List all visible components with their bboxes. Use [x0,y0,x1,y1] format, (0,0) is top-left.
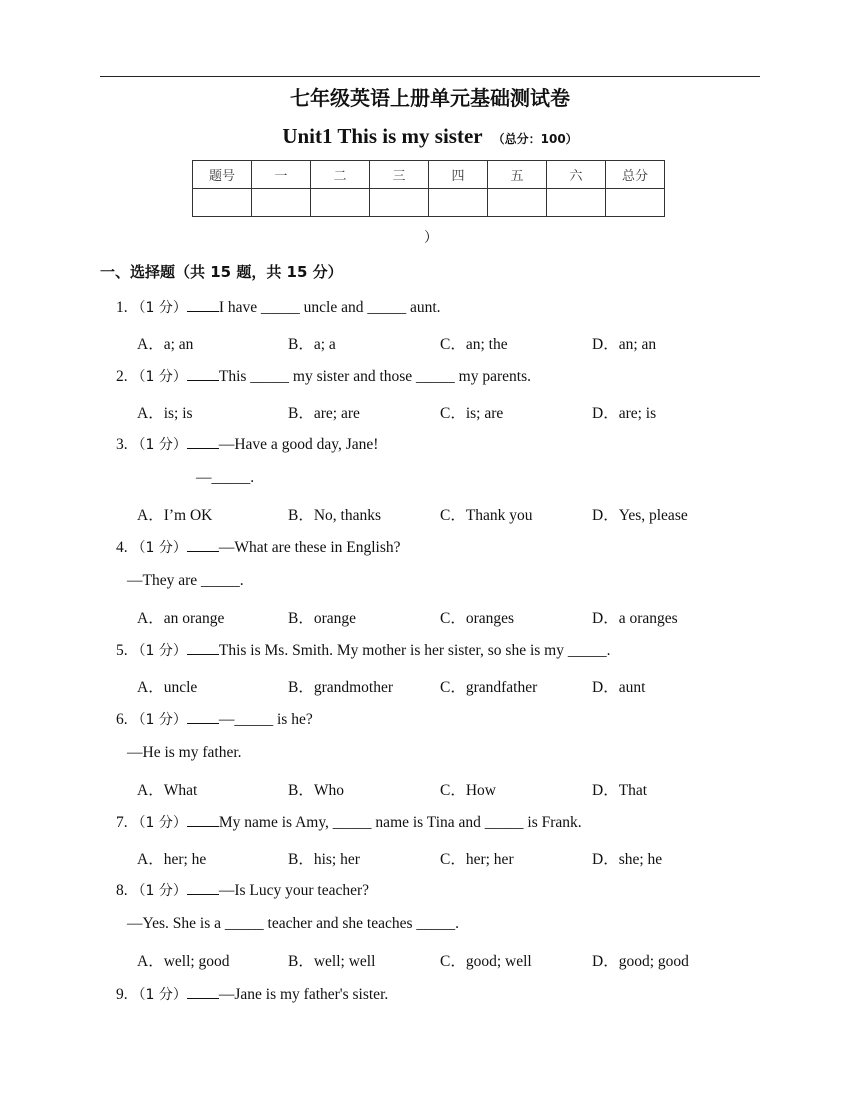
answer-blank[interactable] [187,434,219,449]
score-value-cell [488,189,547,217]
question-number: 7. [116,814,132,831]
answer-option-d[interactable]: D．a oranges [592,610,678,627]
question-points: （1 分） [131,369,187,385]
score-value-cell [606,189,665,217]
question-text: —_____ is he? [218,711,313,728]
answer-blank[interactable] [187,709,219,724]
answer-option-a[interactable]: A．her; he [137,850,207,868]
score-value-cell [370,189,429,217]
answer-option-b[interactable]: B．No, thanks [288,507,382,524]
answer-option-c[interactable]: C．an; the [440,335,508,353]
answer-blank[interactable] [187,880,219,895]
answer-option-d[interactable]: D．are; is [592,404,657,422]
question-points: （1 分） [131,987,187,1003]
score-value-cell [193,189,252,217]
score-table-value-row [193,189,665,217]
answer-option-b[interactable]: B．are; are [288,404,360,422]
question-number: 1. [116,299,132,316]
answer-option-a[interactable]: A．well; good [137,953,230,970]
score-header-cell: 五 [488,161,547,189]
stray-paren: ） [424,231,438,246]
answer-option-c[interactable]: C．her; her [440,850,514,868]
top-rule [100,76,760,77]
unit-title: Unit1 This is my sister [282,124,483,148]
total-score: （总分：100） [492,132,578,146]
question-points: （1 分） [131,883,187,899]
question-number: 8. [116,882,132,899]
question-text: —Is Lucy your teacher? [218,882,370,899]
question-stem [116,640,610,660]
answer-option-b[interactable]: B．orange [288,610,357,627]
question-number: 5. [116,642,132,659]
question-number: 4. [116,539,132,556]
question-number: 3. [116,436,132,453]
question-extra-line: —_____. [196,468,255,486]
answer-option-a[interactable]: A．an orange [137,610,225,627]
answer-option-d[interactable]: D．That [592,782,648,799]
answer-blank[interactable] [187,812,219,827]
question-text: This is Ms. Smith. My mother is her sister, so she is my _____. [218,642,611,659]
question-text: This _____ my sister and those _____ my parents. [218,368,531,385]
answer-blank[interactable] [187,984,219,999]
answer-option-d[interactable]: D．she; he [592,850,663,868]
score-header-cell: 四 [429,161,488,189]
question-points: （1 分） [131,437,187,453]
score-value-cell [429,189,488,217]
answer-option-b[interactable]: B．a; a [288,335,336,353]
question-number: 6. [116,711,132,728]
question-text: —What are these in English? [218,539,401,556]
answer-option-c[interactable]: C．is; are [440,404,504,422]
answer-option-a[interactable]: A．uncle [137,678,198,696]
score-header-cell: 一 [252,161,311,189]
answer-option-d[interactable]: D．good; good [592,953,689,970]
answer-option-c[interactable]: C．good; well [440,953,532,970]
question-number: 2. [116,368,132,385]
question-points: （1 分） [131,712,187,728]
question-text: —Jane is my father's sister. [218,986,389,1003]
question-extra-line: —Yes. She is a _____ teacher and she teaches _____. [127,914,460,932]
score-header-cell: 三 [370,161,429,189]
answer-option-a[interactable]: A．I’m OK [137,507,213,524]
score-header-cell: 题号 [193,161,252,189]
answer-blank[interactable] [187,297,219,312]
score-value-cell [547,189,606,217]
question-stem [116,366,531,386]
question-number: 9. [116,986,132,1003]
score-value-cell [311,189,370,217]
answer-option-c[interactable]: C．How [440,782,496,799]
answer-option-c[interactable]: C．oranges [440,610,515,627]
answer-option-d[interactable]: D．an; an [592,335,657,353]
page-subtitle [0,124,860,149]
question-stem [116,984,388,1004]
answer-option-d[interactable]: D．aunt [592,678,646,696]
question-text: —Have a good day, Jane! [218,436,379,453]
question-points: （1 分） [131,540,187,556]
answer-option-b[interactable]: B．grandmother [288,678,394,696]
page-title: 七年级英语上册单元基础测试卷 [290,86,570,110]
answer-option-d[interactable]: D．Yes, please [592,507,688,524]
score-header-cell: 总分 [606,161,665,189]
question-stem [116,297,441,317]
score-table [192,160,665,217]
score-value-cell [252,189,311,217]
question-stem [116,709,313,729]
answer-blank[interactable] [187,640,219,655]
answer-blank[interactable] [187,366,219,381]
score-header-cell: 二 [311,161,370,189]
score-table-header-row [193,161,665,189]
answer-option-a[interactable]: A．What [137,782,198,799]
question-extra-line: —They are _____. [127,571,244,589]
question-stem [116,812,582,832]
answer-option-b[interactable]: B．his; her [288,850,360,868]
question-points: （1 分） [131,300,187,316]
question-stem [116,434,378,454]
question-points: （1 分） [131,815,187,831]
answer-option-a[interactable]: A．a; an [137,335,194,353]
answer-option-c[interactable]: C．grandfather [440,678,538,696]
score-header-cell: 六 [547,161,606,189]
answer-option-c[interactable]: C．Thank you [440,507,533,524]
answer-option-a[interactable]: A．is; is [137,404,193,422]
question-stem [116,537,401,557]
question-text: My name is Amy, _____ name is Tina and _____ is Frank. [218,814,582,831]
question-extra-line: —He is my father. [127,743,242,761]
answer-option-b[interactable]: B．well; well [288,953,376,970]
answer-option-b[interactable]: B．Who [288,782,344,799]
answer-blank[interactable] [187,537,219,552]
section-title: 一、选择题（共 15 题，共 15 分） [100,263,343,281]
question-points: （1 分） [131,643,187,659]
question-text: I have _____ uncle and _____ aunt. [218,299,441,316]
question-stem [116,880,369,900]
